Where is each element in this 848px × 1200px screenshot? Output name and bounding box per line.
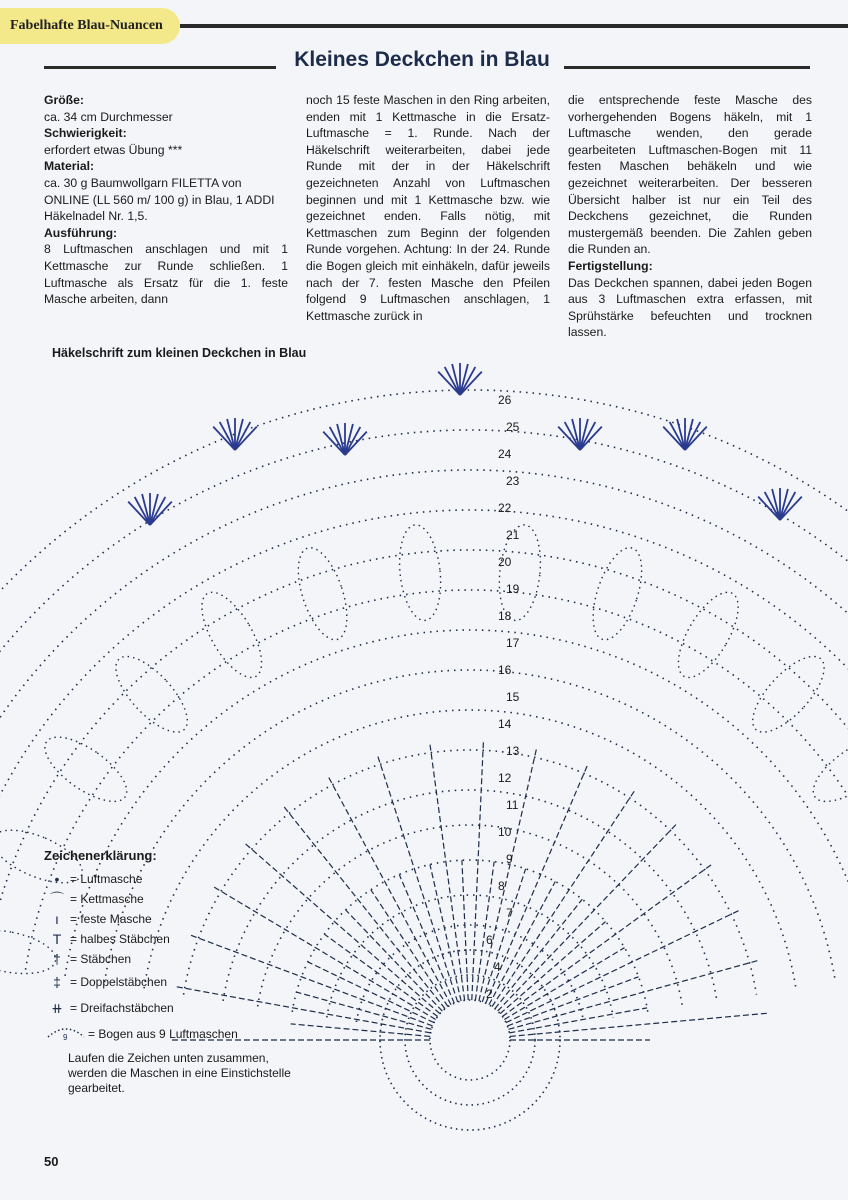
round-number: 16 xyxy=(498,663,512,677)
round-number: 22 xyxy=(498,501,512,515)
round-number: 14 xyxy=(498,717,512,731)
finishing-text: Das Deckchen spannen, dabei jeden Bogen aus 3 Luftmaschen extra erfassen, mit Sprühstärke befeuchten und trocknen lassen. xyxy=(568,275,812,340)
arc-petal xyxy=(289,542,357,646)
arc-petal xyxy=(190,583,273,686)
round-number: 23 xyxy=(506,474,520,488)
round-number: 13 xyxy=(506,744,520,758)
round-number: 19 xyxy=(506,582,520,596)
round-number: 25 xyxy=(506,420,520,434)
round-number: 8 xyxy=(498,879,505,893)
stitch-spoke xyxy=(489,881,555,1004)
page-title: Kleines Deckchen in Blau xyxy=(294,48,550,71)
round-number: 18 xyxy=(498,609,512,623)
round-number: 7 xyxy=(506,906,513,920)
arc-petal xyxy=(667,583,750,686)
legend-item: ı = feste Masche xyxy=(44,909,304,929)
stitch-spoke xyxy=(377,755,457,1002)
stitch-spoke xyxy=(399,874,454,1003)
instructions-text: 8 Luftmaschen anschlagen und mit 1 Kettmasche zur Runde schließen. 1 Luftmasche als Ersatz für die 1. feste Masche arbeiten, dann xyxy=(44,242,288,307)
stitch-spoke xyxy=(492,790,635,1007)
dagger-icon: † xyxy=(53,951,61,967)
round-number: 17 xyxy=(506,636,520,650)
legend-note: Laufen die Zeichen unten zusammen, werden die Maschen in eine Einstichstelle gearbeitet. xyxy=(68,1051,291,1095)
legend-item: † = Stäbchen xyxy=(44,949,304,969)
loop-icon xyxy=(44,1025,88,1044)
round-number: 9 xyxy=(506,852,513,866)
stitch-spoke xyxy=(509,1008,647,1033)
stitch-spoke xyxy=(502,864,712,1017)
legend xyxy=(44,848,304,1096)
arc-petal xyxy=(35,725,137,813)
instructions-heading: Ausführung: xyxy=(44,225,118,240)
arc-petal xyxy=(104,645,198,743)
arc-petal xyxy=(741,645,835,743)
stitch-spoke xyxy=(430,743,465,1001)
diagram-title: Häkelschrift zum kleinen Deckchen in Blau xyxy=(52,346,307,360)
text-column-2: noch 15 feste Maschen in den Ring arbeiten, enden mit 1 Kettmasche in die Ersatz-Luftmasche = 1. Runde. Nach der Häkelschrift weiterarbeiten, dabei jede Runde mit der in der Häkelschrift gezeichneten Anzahl von Luftmaschen beginnen und mit 1 Kettmasche bzw. wie gezeichnet enden. Falls nötig, mit Kettmaschen zum Beginn der folgenden Runde vorgehen. Achtung: In der 24. Runde die Bogen gleich mit einhäkeln, dafür jeweils nach der 7. festen Masche den Pfeilen folgend 9 Luftmaschen anschlagen, 1 Kettmasche zurück in xyxy=(306,93,550,323)
stitch-row xyxy=(258,825,683,1006)
stitch-spoke xyxy=(291,1024,430,1037)
round-number: 2 xyxy=(486,987,493,1001)
stitch-spoke xyxy=(507,977,638,1026)
arc-petal xyxy=(583,542,651,646)
stitch-spoke xyxy=(504,948,624,1020)
round-number: 6 xyxy=(486,933,493,947)
double-dagger-icon: ‡ xyxy=(53,974,61,990)
round-number: 11 xyxy=(506,798,519,812)
round-number: 4 xyxy=(494,960,501,974)
size-text: ca. 34 cm Durchmesser xyxy=(44,109,173,124)
svg-text:9: 9 xyxy=(63,1032,68,1041)
round-labels xyxy=(486,393,520,1001)
stitch-spoke xyxy=(510,1013,769,1036)
stitch-spoke xyxy=(506,910,740,1023)
arc-petal xyxy=(495,523,545,623)
stitch-row xyxy=(292,860,648,1012)
legend-title: Zeichenerklärung: xyxy=(44,848,157,863)
arc-icon: ⌒ xyxy=(50,891,64,907)
arc-petal xyxy=(395,523,445,623)
stitch-spoke xyxy=(475,862,494,1001)
page-number: 50 xyxy=(44,1154,59,1169)
section-tab: Fabelhafte Blau-Nuancen xyxy=(0,8,180,44)
round-number: 15 xyxy=(506,690,520,704)
t-icon: T xyxy=(52,931,62,947)
legend-item: • = Luftmasche xyxy=(44,869,304,889)
stitch-row xyxy=(356,925,583,1022)
stitch-spoke xyxy=(328,776,451,1005)
instructions-continued: die entsprechende feste Masche des vorhergehenden Bogens häkeln, mit 1 Luftmasche wenden, den gerade gearbeiteten Luftmaschen-Bogen mit 11 festen Maschen behäkeln und wie gezeichnet weiterarbeiten. Der besseren Übersicht halber ist nur ein Teil des Deckchens gezeichnet, die Runden mustergemäß beenden. Die Zahlen geben die Runden an. xyxy=(568,93,812,257)
stitch-spoke xyxy=(479,748,537,1001)
legend-item: T = halbes Stäbchen xyxy=(44,929,304,949)
bar-icon: ı xyxy=(55,911,59,927)
round-number: 10 xyxy=(498,825,512,839)
material-text: ca. 30 g Baumwollgarn FILETTA von ONLINE (LL 560 m/ 100 g) in Blau, 1 ADDI Häkelnadel Nr. 1,5. xyxy=(44,175,275,224)
material-heading: Material: xyxy=(44,159,95,174)
round-number: 24 xyxy=(498,447,512,461)
round-number: 26 xyxy=(498,393,512,407)
legend-item: ⌒ = Kettmasche xyxy=(44,889,304,909)
difficulty-text: erfordert etwas Übung *** xyxy=(44,142,183,157)
size-heading: Größe: xyxy=(44,93,84,107)
stitch-spoke xyxy=(472,740,484,1000)
stitch-spoke xyxy=(462,860,468,1000)
dot-icon: • xyxy=(54,871,60,887)
round-number: 20 xyxy=(498,555,512,569)
arc-petal xyxy=(803,725,848,813)
legend-item: 9 = Bogen aus 9 Luftmaschen xyxy=(44,1021,304,1047)
stitch-spoke xyxy=(283,805,445,1008)
round-number: 21 xyxy=(506,528,520,542)
round-number: 12 xyxy=(498,771,512,785)
finishing-heading: Fertigstellung: xyxy=(568,258,653,273)
legend-item: ‡ = Doppelstäbchen xyxy=(44,969,304,995)
difficulty-heading: Schwierigkeit: xyxy=(44,126,127,141)
stitch-ring xyxy=(430,1000,510,1080)
legend-item: ⧺ = Dreifachstäbchen xyxy=(44,995,304,1021)
triple-dagger-icon: ⧺ xyxy=(51,999,63,1016)
